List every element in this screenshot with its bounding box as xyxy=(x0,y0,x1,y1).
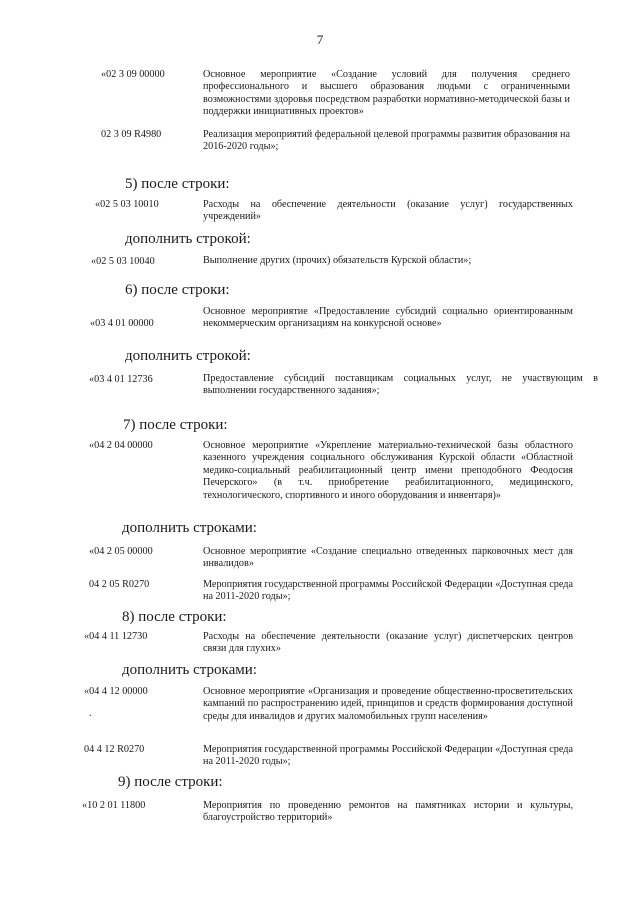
page-number: 7 xyxy=(316,32,324,47)
budget-code: «03 4 01 12736 xyxy=(89,374,153,385)
section-heading: 7) после строки: xyxy=(123,417,228,433)
budget-description: Основное мероприятие «Укрепление материально-технической базы областного казенного учреждения социального обслуживания Курской области «Областной медико-социальный реабилитационный центр имени преподобного Феодосия Печерского» (в т.ч. приобретение реабилитационного, медицинского, технологического, спортивного и иного оборудования и инвентаря)» xyxy=(203,440,573,501)
budget-code: «02 5 03 10010 xyxy=(95,199,159,210)
add-rows-heading: дополнить строками: xyxy=(122,520,257,536)
budget-description: Основное мероприятие «Создание специально отведенных парковочных мест для инвалидов» xyxy=(203,546,573,570)
budget-code: «04 4 12 00000 xyxy=(84,686,148,697)
section-heading: 8) после строки: xyxy=(122,609,227,625)
budget-description: Мероприятия государственной программы Российской Федерации «Доступная среда на 2011-2020 годы»; xyxy=(203,744,573,768)
budget-code: «03 4 01 00000 xyxy=(90,318,154,329)
section-heading: 9) после строки: xyxy=(118,774,223,790)
budget-code: «04 4 11 12730 xyxy=(84,631,148,642)
budget-code: 04 4 12 R0270 xyxy=(84,744,145,755)
budget-code: «10 2 01 11800 xyxy=(82,800,146,811)
budget-description: Основное мероприятие «Предоставление субсидий социально ориентированным некоммерческим организациям на конкурсной основе» xyxy=(203,306,573,330)
budget-description: Предоставление субсидий поставщикам социальных услуг, не участвующим в выполнении государственного задания»; xyxy=(203,373,598,397)
budget-description: Основное мероприятие «Создание условий для получения среднего профессионального и высшего образования людьми с ограниченными возможностями здоровья посредством разработки нормативно-методической базы и поддержки инициативных проектов» xyxy=(203,69,570,118)
section-heading: 6) после строки: xyxy=(125,282,230,298)
budget-description: Расходы на обеспечение деятельности (оказание услуг) государственных учреждений» xyxy=(203,199,573,223)
budget-code: 04 2 05 R0270 xyxy=(89,579,150,590)
budget-code: «04 2 05 00000 xyxy=(89,546,153,557)
stray-mark: . xyxy=(89,708,92,719)
budget-description: Расходы на обеспечение деятельности (оказание услуг) диспетчерских центров связи для глухих» xyxy=(203,631,573,655)
add-row-heading: дополнить строкой: xyxy=(125,348,251,364)
budget-description: Реализация мероприятий федеральной целевой программы развития образования на 2016-2020 годы»; xyxy=(203,129,570,153)
budget-code: 02 3 09 R4980 xyxy=(101,129,162,140)
budget-description: Мероприятия государственной программы Российской Федерации «Доступная среда на 2011-2020 годы»; xyxy=(203,579,573,603)
budget-code: «02 5 03 10040 xyxy=(91,256,155,267)
budget-description: Выполнение других (прочих) обязательств Курской области»; xyxy=(203,255,472,266)
budget-code: «02 3 09 00000 xyxy=(101,69,165,80)
budget-code: «04 2 04 00000 xyxy=(89,440,153,451)
budget-description: Мероприятия по проведению ремонтов на памятниках истории и культуры, благоустройство территорий» xyxy=(203,800,573,824)
add-row-heading: дополнить строкой: xyxy=(125,231,251,247)
add-rows-heading: дополнить строками: xyxy=(122,662,257,678)
budget-description: Основное мероприятие «Организация и проведение общественно-просветительских кампаний по распространению идей, принципов и средств формирования доступной среды для инвалидов и других маломобильных групп населения» xyxy=(203,686,573,722)
section-heading: 5) после строки: xyxy=(125,176,230,192)
